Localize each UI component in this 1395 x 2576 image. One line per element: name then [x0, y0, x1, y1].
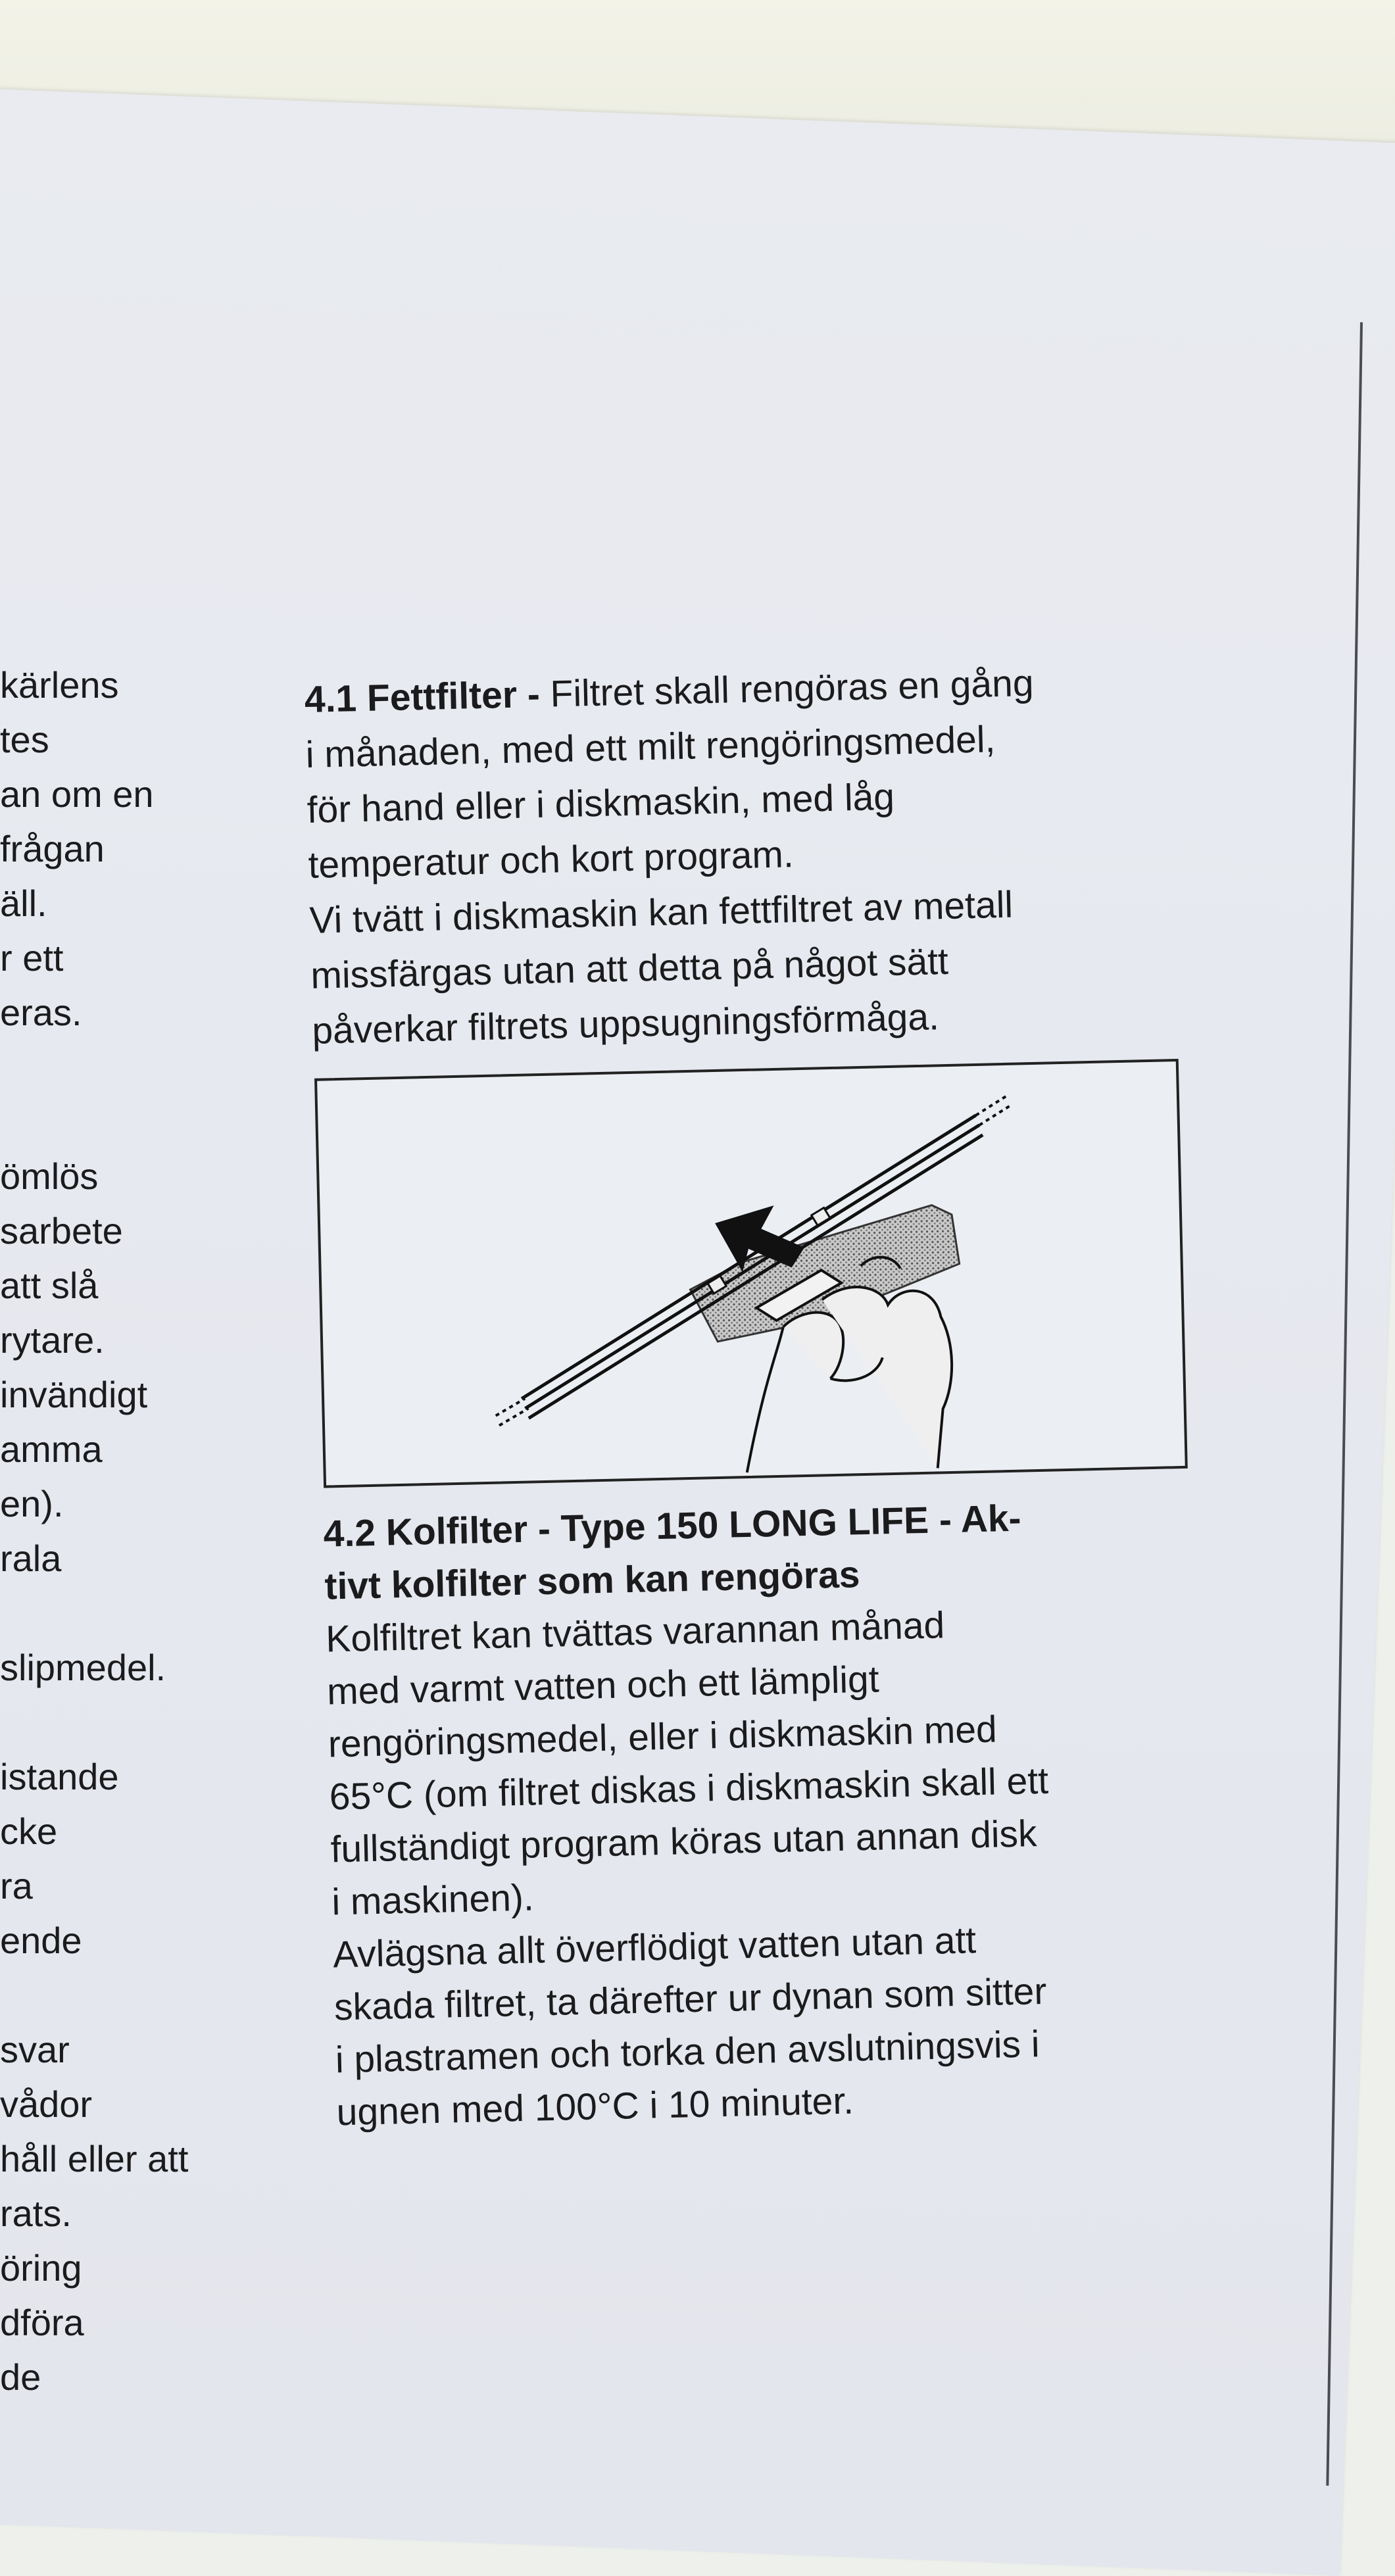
section-4-1-line: temperatur och kort program. [307, 833, 795, 887]
left-column-fragment: vådor [0, 2083, 93, 2125]
left-column-fragment: tes [0, 719, 49, 760]
main-column [304, 652, 1218, 2139]
left-column-fragment: an om en [0, 773, 154, 815]
section-4-2 [323, 1488, 1218, 2139]
hand-removing-filter-icon [317, 1061, 1185, 1485]
left-column-fragment: de [0, 2356, 41, 2398]
section-4-1-line: påverkar filtrets uppsugningsförmåga. [311, 996, 940, 1052]
filter-illustration [314, 1059, 1188, 1488]
section-4-2-line: ugnen med 100°C i 10 minuter. [335, 2079, 854, 2134]
section-4-1-first-line: Filtret skall rengöras en gång [539, 662, 1035, 716]
left-column-fragment: frågan [0, 828, 105, 869]
left-column-fragment [0, 1586, 224, 1640]
section-4-2-line: i maskinen). [331, 1876, 535, 1924]
left-column-fragment [0, 1040, 224, 1094]
section-4-2-heading: 4.2 Kolfilter - Type 150 LONG LIFE - Ak- [323, 1497, 1022, 1555]
section-4-1-heading: 4.1 Fettfilter - [304, 673, 541, 721]
left-column-fragment: ömlös [0, 1155, 99, 1197]
left-column-fragment: svar [0, 2029, 70, 2070]
section-4-2-heading: tivt kolfilter som kan rengöras [324, 1553, 861, 1608]
left-column-fragment: eras. [0, 992, 82, 1033]
left-column-fragment: att slå [0, 1265, 99, 1306]
left-column-fragment: dföra [0, 2302, 84, 2343]
section-4-1 [304, 652, 1194, 1059]
section-4-2-line: i plastramen och torka den avslutningsvis i [335, 2023, 1040, 2081]
section-4-1-line: missfärgas utan att detta på något sätt [310, 940, 949, 997]
left-column-fragment: ra [0, 1865, 33, 1907]
section-4-2-line: Kolfiltret kan tvättas varannan månad [325, 1604, 945, 1661]
left-column-fragment: rala [0, 1538, 62, 1579]
left-column-fragment: slipmedel. [0, 1647, 166, 1688]
section-4-2-line: 65°C (om filtret diskas i diskmaskin skall ett [329, 1759, 1049, 1818]
section-4-2-line: rengöringsmedel, eller i diskmaskin med [328, 1708, 998, 1766]
left-column-fragment: en). [0, 1483, 64, 1524]
section-4-1-line: Vi tvätt i diskmaskin kan fettfiltret av metall [308, 883, 1014, 942]
left-column-fragment: kärlens [0, 664, 119, 706]
left-column-fragment [0, 1695, 224, 1749]
left-column-fragment: rats. [0, 2193, 72, 2234]
section-4-1-line: för hand eller i diskmaskin, med låg [306, 775, 895, 831]
left-column-fragment: sarbete [0, 1210, 123, 1252]
section-4-2-line: skada filtret, ta därefter ur dynan som sitter [333, 1970, 1048, 2029]
left-column-fragment: amma [0, 1428, 103, 1470]
left-column-fragment: håll eller att [0, 2138, 189, 2179]
left-column-fragment: ende [0, 1920, 82, 1961]
left-column-fragment: istande [0, 1756, 119, 1797]
left-column-fragment [0, 1968, 224, 2022]
left-column-fragment: invändigt [0, 1374, 148, 1415]
section-4-1-line: i månaden, med ett milt rengöringsmedel, [305, 718, 996, 776]
left-column-fragment: rytare. [0, 1319, 105, 1361]
section-4-2-line: med varmt vatten och ett lämpligt [326, 1658, 880, 1713]
section-4-2-line: Avlägsna allt överflödigt vatten utan att [332, 1919, 977, 1976]
left-column-fragment: r ett [0, 937, 64, 979]
left-column-fragment [0, 1094, 224, 1149]
left-column-fragment: öring [0, 2247, 82, 2289]
left-column-fragment: äll. [0, 883, 47, 924]
left-column-fragment: cke [0, 1810, 58, 1852]
left-column-cut-off-text [0, 658, 224, 2404]
section-4-2-line: fullständigt program köras utan annan disk [330, 1812, 1038, 1871]
